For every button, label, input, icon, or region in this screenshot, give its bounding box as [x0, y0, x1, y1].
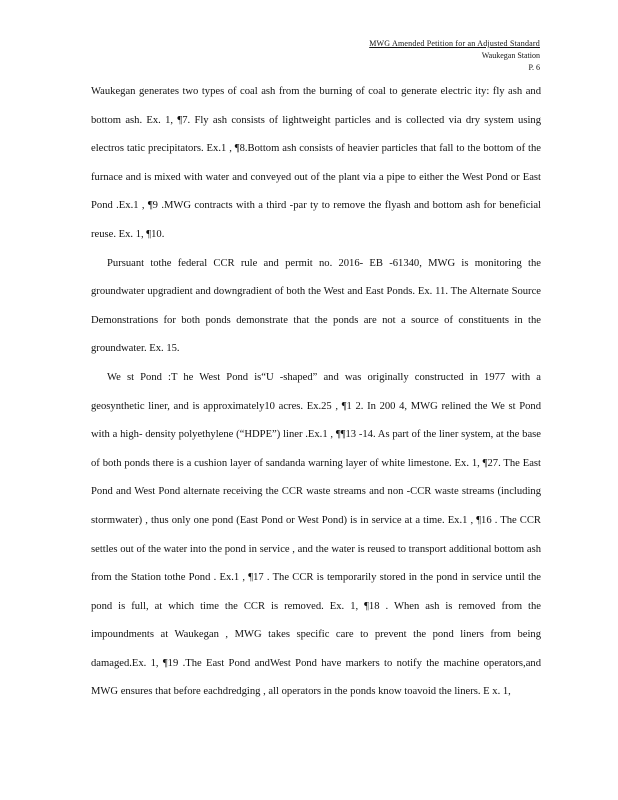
paragraph-groundwater: Pursuant tothe federal CCR rule and permit no. 2016- EB -61340, MWG is monitoring the groundwater upgradient and downgradient of both the West and East Ponds. Ex. 11. The Alternate Source Demonstrations for both ponds demonstrate that the ponds are not a source of constituents in the groundwater. Ex. 15.: [91, 257, 541, 355]
page-header: [369, 38, 540, 74]
paragraph-west-pond: We st Pond :T he West Pond is“U -shaped” and was originally constructed in 1977 with a geosynthetic liner, and is approximately10 acres. Ex.25 , ¶1 2. In 200 4, MWG relined the We st Pond with a high- density polyethylene (“HDPE”) liner .Ex.1 , ¶¶13 -14. As part of the liner system, at the base of both ponds there is a cushion layer of sandanda warning layer of white limestone. Ex. 1, ¶27. The East Pond and West Pond alternate receiving the CCR waste streams and non -CCR waste streams (including stormwater) , thus only one pond (East Pond or West Pond) is in service at a time. Ex.1 , ¶16 . The CCR settles out of the water into the pond in service , and the water is reused to transport additional bottom ash from the Station tothe Pond . Ex.1 , ¶17 . The CCR is temporarily stored in the pond in service until the pond is full, at which time the CCR is removed. Ex. 1, ¶18 . When ash is removed from the impoundments at Waukegan , MWG takes specific care to prevent the pond liners from being damaged.Ex. 1, ¶19 .The East Pond andWest Pond have markers to notify the machine operators,and MWG ensures that before eachdredging , all operators in the ponds know toavoid the liners. E x. 1,: [91, 371, 541, 698]
header-page-number: P. 6: [528, 63, 540, 72]
paragraph-ash-types: Waukegan generates two types of coal ash from the burning of coal to generate electric ity: fly ash and bottom ash. Ex. 1, ¶7. Fly ash consists of lightweight particles and is collected via dry system using electros tatic precipitators. Ex.1 , ¶8.Bottom ash consists of heavier particles that fall to the bottom of the furnace and is mixed with water and conveyed out of the plant via a pipe to either the West Pond or East Pond .Ex.1 , ¶9 .MWG contracts with a third -par ty to remove the flyash and bottom ash for beneficial reuse. Ex. 1, ¶10.: [91, 86, 541, 240]
header-title: MWG Amended Petition for an Adjusted Standard: [369, 39, 540, 48]
body-text: [91, 78, 541, 707]
header-station: Waukegan Station: [481, 51, 540, 60]
